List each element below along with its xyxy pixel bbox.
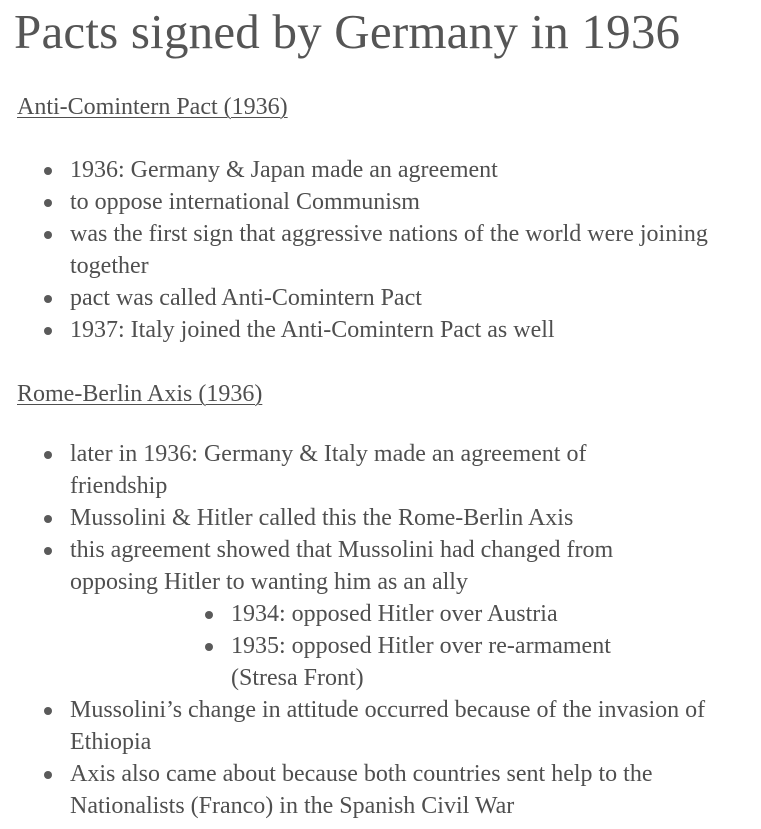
- bullet-icon: [44, 295, 52, 303]
- list-item: [70, 186, 760, 218]
- list-item: [70, 758, 730, 822]
- list-item-text: this agreement showed that Mussolini had changed from opposing Hitler to wanting him as an ally: [70, 537, 614, 595]
- bullet-icon: [44, 771, 52, 779]
- sub-list-item: [231, 630, 671, 694]
- section-heading-anti-comintern: Anti-Comintern Pact (1936): [17, 94, 288, 120]
- bullet-icon: [205, 611, 213, 619]
- bullet-icon: [44, 199, 52, 207]
- list-item-text: later in 1936: Germany & Italy made an agreement of friendship: [70, 441, 587, 499]
- bullet-icon: [44, 327, 52, 335]
- list-item-text: Mussolini & Hitler called this the Rome-Berlin Axis: [70, 505, 574, 531]
- list-item: [70, 314, 760, 346]
- bullet-icon: [44, 515, 52, 523]
- list-item: [70, 282, 760, 314]
- list-item-text: pact was called Anti-Comintern Pact: [70, 285, 422, 311]
- list-item: [70, 694, 752, 758]
- list-item: [70, 502, 760, 534]
- list-item: [70, 438, 670, 502]
- list-item-text: Mussolini’s change in attitude occurred because of the invasion of Ethiopia: [70, 697, 706, 755]
- list-item: [70, 218, 710, 282]
- bullet-icon: [44, 231, 52, 239]
- bullet-icon: [44, 707, 52, 715]
- list-item-text: 1936: Germany & Japan made an agreement: [70, 157, 498, 183]
- section-heading-rome-berlin: Rome-Berlin Axis (1936): [17, 381, 263, 407]
- bullet-icon: [44, 451, 52, 459]
- list-item: [70, 534, 690, 598]
- list-item-text: 1937: Italy joined the Anti-Comintern Pact as well: [70, 317, 555, 343]
- bullet-icon: [205, 643, 213, 651]
- sub-list-item-text: 1934: opposed Hitler over Austria: [231, 601, 558, 627]
- list-item: [70, 154, 760, 186]
- bullet-icon: [44, 547, 52, 555]
- sub-list-item: [231, 598, 751, 630]
- page-title: Pacts signed by Germany in 1936: [14, 4, 681, 59]
- bullet-icon: [44, 167, 52, 175]
- list-item-text: to oppose international Communism: [70, 189, 420, 215]
- list-item-text: was the first sign that aggressive nations of the world were joining together: [70, 221, 708, 279]
- sub-list-item-text: 1935: opposed Hitler over re-armament (Stresa Front): [231, 633, 611, 691]
- list-item-text: Axis also came about because both countries sent help to the Nationalists (Franco) in the Spanish Civil War: [70, 761, 653, 819]
